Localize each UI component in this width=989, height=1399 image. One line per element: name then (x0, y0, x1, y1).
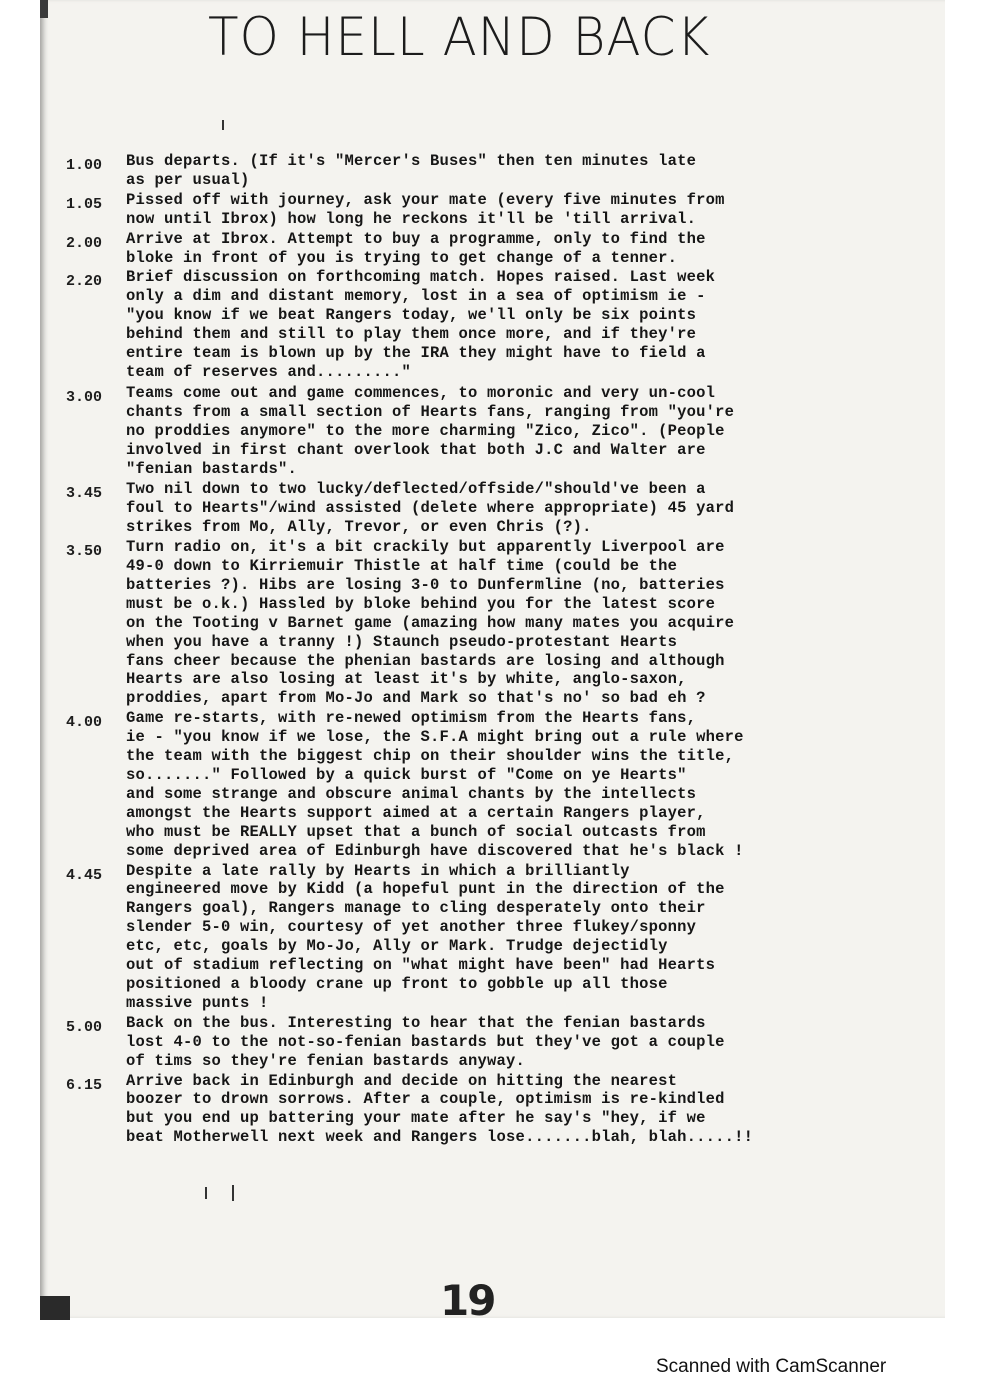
schedule-list (66, 152, 866, 1147)
pen-mark (205, 1187, 207, 1199)
entry-text: Back on the bus. Interesting to hear that the fenian bastards lost 4-0 to the not-so-fenian bastards but they've got a couple of tims so they're fenian bastards anyway. (126, 1013, 725, 1070)
entry-text: Bus departs. (If it's "Mercer's Buses" then ten minutes late as per usual) (126, 152, 697, 189)
entry-text: Turn radio on, it's a bit crackily but apparently Liverpool are 49-0 down to Kirriemuir Thistle at half time (could be the batteries ?). Hibs are losing 3-0 to Dunfermline (no, batteries must be o.k.) Hassled by bloke behind you for the latest score on the Tooting v Barnet game (amazing how many mates you acquire when you have a tranny !) Staunch pseudo-protestant Hearts fans cheer because the phenian bastards are losing and although Hearts are also losing at least it's by white, anglo-saxon, proddies, apart from Mo-Jo and Mark so that's no' so bad eh ? (126, 538, 735, 708)
scanner-watermark: Scanned with CamScanner (656, 1356, 887, 1377)
entry-time: 3.00 (66, 388, 103, 406)
entry-time: 4.00 (66, 714, 103, 732)
entry-text: Teams come out and game commences, to moronic and very un-cool chants from a small section of Hearts fans, ranging from "you're no proddies anymore" to the more charming "Zico, Zico". (People involved in first chant overlook that both J.C and Walter are "fenian bastards". (126, 383, 735, 478)
entry-time: 6.15 (66, 1076, 103, 1094)
entry-time: 2.00 (66, 234, 103, 252)
page-edge-shadow (40, 0, 48, 18)
entry-text: Despite a late rally by Hearts in which a brilliantly engineered move by Kidd (a hopeful punt in the direction of the Rangers goal), Rangers manage to cling desperately onto their slender 5-0 win, courtesy of yet another three flukey/sponny etc, etc, goals by Mo-Jo, Ally or Mark. Trudge dejectidly out of stadium reflecting on "what might have been" had Hearts positioned a bloody crane up front to gobble up all those massive punts ! (126, 861, 725, 1012)
document-title: TO HELL AND BACK (208, 6, 711, 68)
entry-text: Arrive back in Edinburgh and decide on hitting the nearest boozer to drown sorrows. After a couple, optimism is re-kindled but you end up battering your mate after he say's "hey, if we beat Motherwell next week and Rangers lose.......blah, blah.....!! (126, 1071, 754, 1147)
schedule-entry (66, 268, 866, 381)
pen-mark (232, 1185, 234, 1201)
entry-time: 1.00 (66, 157, 103, 174)
entry-time: 2.20 (66, 273, 103, 291)
schedule-entry (66, 152, 866, 190)
entry-text: Pissed off with journey, ask your mate (every five minutes from now until Ibrox) how long he reckons it'll be 'till arrival. (126, 190, 725, 228)
page-edge-shadow (40, 1296, 70, 1320)
pen-mark (222, 120, 224, 130)
schedule-entry (66, 538, 866, 708)
entry-time: 3.50 (66, 543, 103, 561)
entry-text: Brief discussion on forthcoming match. Hopes raised. Last week only a dim and distant memory, lost in a sea of optimism ie - "you know if we beat Rangers today, we'll only be six points behind them and still to play them once more, and if they're entire team is blown up by the IRA they might have to field a team of reserves and........." (126, 268, 716, 381)
entry-time: 1.05 (66, 195, 103, 213)
entry-text: Two nil down to two lucky/deflected/offside/"should've been a foul to Hearts"/wind assisted (delete where appropriate) 45 yard strikes from Mo, Ally, Trevor, or even Chris (?). (126, 480, 735, 537)
page-number: 19 (440, 1276, 495, 1325)
entry-time: 4.45 (66, 866, 103, 884)
schedule-entry (66, 1072, 866, 1148)
entry-text: Arrive at Ibrox. Attempt to buy a programme, only to find the bloke in front of you is trying to get change of a tenner. (126, 229, 706, 267)
entry-time: 5.00 (66, 1018, 103, 1036)
entry-time: 3.45 (66, 485, 103, 503)
entry-text: Game re-starts, with re-newed optimism from the Hearts fans, ie - "you know if we lose, the S.F.A might bring out a rule where the team with the biggest chip on their shoulder wins the title, so......." Followed by a quick burst of "Come on ye Hearts" and some strange and obscure animal chants by the intellects amongst the Hearts support aimed at a certain Rangers player, who must be REALLY upset that a bunch of social outcasts from some deprived area of Edinburgh have discovered that he's black ! (126, 709, 744, 860)
schedule-entry (66, 230, 866, 268)
schedule-entry (66, 480, 866, 537)
schedule-entry (66, 384, 866, 479)
schedule-entry (66, 709, 866, 860)
schedule-entry (66, 191, 866, 229)
schedule-entry (66, 1014, 866, 1071)
schedule-entry (66, 862, 866, 1013)
